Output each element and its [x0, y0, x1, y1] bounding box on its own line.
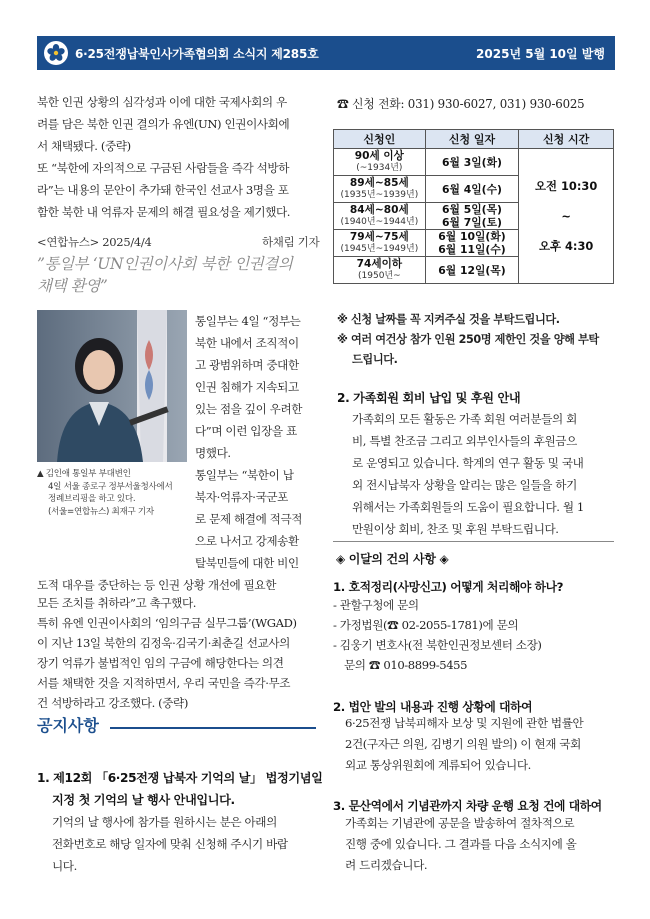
- notice1-heading: 1. 제12회 「6·25전쟁 납북자 기억의 날」 법정기념일: [37, 771, 323, 785]
- table-header: 신청인: [334, 130, 426, 149]
- body-line: 고 광범위하며 중대한: [195, 358, 299, 372]
- section2-heading: 2. 가족회원 회비 납입 및 후원 안내: [337, 391, 521, 405]
- q2-line: 6·25전쟁 납북피해자 보상 및 지원에 관한 법률안: [345, 716, 584, 730]
- photo-caption: [37, 468, 173, 518]
- intro-line: 함한 북한 내 억류자 문제의 해결 필요성을 제기했다.: [37, 205, 291, 219]
- table-row: [334, 149, 614, 176]
- q3-heading: 3. 문산역에서 기념관까지 차량 운행 요청 건에 대하여: [333, 799, 602, 813]
- article-headline: 채택 환영”: [37, 277, 108, 295]
- body-line: 로 문제 해결에 적극적: [195, 512, 303, 526]
- caption-line: 정례브리핑을 하고 있다.: [48, 494, 136, 504]
- notice-remark: 드립니다.: [352, 353, 398, 366]
- body-line: 다”며 이런 입장을 표: [195, 424, 297, 438]
- application-date: 6월 3일(화): [442, 155, 502, 169]
- body-line: 특히 유엔 인권이사회의 ‘임의구금 실무그룹’(WGAD): [37, 616, 297, 630]
- age-range: 74세이하: [356, 258, 403, 270]
- application-date: 6월 10일(화): [438, 230, 506, 243]
- divider-line: [333, 541, 614, 542]
- body-line: 통일부는 4일 “정부는: [195, 314, 301, 328]
- newsletter-header: [37, 36, 615, 70]
- application-date: 6월 4일(수): [442, 182, 502, 196]
- body-line: 건 석방하라고 강조했다. (중략): [37, 696, 188, 710]
- notice1-body: 니다.: [52, 859, 77, 873]
- q2-line: 외교 통상위원회에 계류되어 있습니다.: [345, 758, 531, 772]
- age-range: 89세~85세: [349, 177, 409, 189]
- section2-body: 가족회의 모든 활동은 가족 회원 여러분들의 회: [352, 412, 577, 426]
- forget-me-not-logo-icon: [44, 41, 68, 65]
- q1-line: - 김웅기 변호사(전 북한인권정보센터 소장): [333, 638, 542, 652]
- section2-body: 외 전시납북자 상황을 알리는 많은 일들을 하기: [352, 478, 577, 492]
- body-line: 북자·억류자·국군포: [195, 490, 288, 504]
- application-date: 6월 11일(수): [438, 243, 506, 256]
- age-range: 90세 이상: [354, 150, 404, 162]
- q1-line: - 관할구청에 문의: [333, 598, 419, 612]
- article-source: <연합뉴스> 2025/4/4: [37, 235, 152, 249]
- body-line: 있는 점을 깊이 우려한: [195, 402, 303, 416]
- body-line: 통일부는 “북한이 납: [195, 468, 294, 482]
- article-reporter: 하채림 기자: [262, 235, 320, 249]
- body-line: 장기 억류가 불법적인 임의 구금에 해당한다는 의견: [37, 656, 284, 670]
- application-time: 오전 10:30 ~ 오후 4:30: [519, 149, 614, 284]
- caption-line: 4일 서울 종로구 정부서울청사에서: [48, 481, 173, 492]
- body-line: 북한 내에서 조직적이: [195, 336, 299, 350]
- spokesperson-photo: [37, 310, 187, 462]
- table-header: 신청 시간: [519, 130, 614, 149]
- q3-line: 가족회는 기념관에 공문을 발송하여 절차적으로: [345, 816, 575, 830]
- body-line: 이 지난 13일 북한의 김정욱·김국기·최춘길 선교사의: [37, 636, 290, 650]
- intro-line: 또 “북한에 자의적으로 구금된 사람들을 즉각 석방하: [37, 161, 290, 175]
- notice1-heading: 지정 첫 기억의 날 행사 안내입니다.: [52, 793, 235, 807]
- birth-years: (1950년~: [358, 271, 401, 281]
- intro-line: 북한 인권 상황의 심각성과 이에 대한 국제사회의 우: [37, 95, 287, 109]
- article-headline: ”통일부 ‘UN인권이사회 북한 인권결의: [37, 255, 293, 273]
- application-phone: ☎ 신청 전화: 031) 930-6027, 031) 930-6025: [337, 97, 585, 111]
- intro-line: 라”는 내용의 문안이 추가돼 한국인 선교사 3명을 포: [37, 183, 289, 197]
- body-line: 도적 대우를 중단하는 등 인권 상황 개선에 필요한: [37, 578, 276, 592]
- application-date: 6월 12일(목): [438, 263, 506, 277]
- q3-line: 진행 중에 있습니다. 그 결과를 다음 소식지에 올: [345, 837, 577, 851]
- age-range: 84세~80세: [349, 204, 409, 216]
- body-line: 탈북민들에 대한 비인: [195, 556, 299, 570]
- body-line: 으로 나서고 강제송환: [195, 534, 299, 548]
- body-line: 모든 조치를 취하라”고 촉구했다.: [37, 596, 197, 610]
- body-line: 인권 침해가 지속되고: [195, 380, 299, 394]
- newsletter-title: 6·25전쟁납북인사가족협의회 소식지 제285호: [75, 47, 319, 61]
- section2-body: 로 운영되고 있습니다. 학계의 연구 활동 및 국내: [352, 456, 584, 470]
- schedule-table: [333, 129, 614, 284]
- birth-years: (1940년~1944년): [340, 217, 419, 227]
- birth-years: (1935년~1939년): [340, 190, 419, 200]
- intro-line: 서 채택됐다. (중략): [37, 139, 131, 153]
- caption-line: ▲ 김인애 통일부 부대변인: [37, 469, 131, 479]
- intro-line: 려를 담은 북한 인권 결의가 유엔(UN) 인권이사회에: [37, 117, 290, 131]
- age-range: 79세~75세: [349, 231, 409, 243]
- birth-years: (1945년~1949년): [340, 244, 419, 254]
- publish-date: 2025년 5월 10일 발행: [476, 47, 605, 61]
- birth-years: (~1934년): [356, 163, 403, 173]
- q1-heading: 1. 호적정리(사망신고) 어떻게 처리해야 하나?: [333, 580, 564, 594]
- body-line: 서를 채택한 것을 지적하면서, 우리 국민을 즉각·무조: [37, 676, 291, 690]
- q2-heading: 2. 법안 발의 내용과 진행 상황에 대하여: [333, 700, 533, 714]
- body-line: 명했다.: [195, 446, 231, 460]
- monthly-suggestions-title: ◈ 이달의 건의 사항 ◈: [336, 552, 449, 566]
- notice-remark: ※ 여러 여건상 참가 인원 250명 제한인 것을 양해 부탁: [337, 333, 599, 346]
- notice-section-title: 공지사항: [37, 716, 99, 735]
- caption-line: (서울=연합뉴스) 최재구 기자: [48, 506, 154, 517]
- section2-body: 위해서는 가족회원들의 도움이 필요합니다. 월 1: [352, 500, 584, 514]
- q1-line: 문의 ☎ 010-8899-5455: [344, 658, 468, 672]
- notice1-body: 기억의 날 행사에 참가를 원하시는 분은 아래의: [52, 815, 277, 829]
- notice1-body: 전화번호로 해당 일자에 맞춰 신청해 주시기 바랍: [52, 837, 288, 851]
- q3-line: 려 드리겠습니다.: [345, 858, 428, 872]
- section2-body: 비, 특별 찬조금 그리고 외부인사들의 후원금으: [352, 434, 577, 448]
- notice-remark: ※ 신청 날짜를 꼭 지켜주실 것을 부탁드립니다.: [337, 313, 560, 326]
- section2-body: 만원이상 회비, 찬조 및 후원 부탁드립니다.: [352, 522, 559, 536]
- application-date: 6월 5일(목): [442, 203, 502, 216]
- q2-line: 2건(구자근 의원, 김병기 의원 발의) 이 현재 국회: [345, 737, 581, 751]
- table-header: 신청 일자: [425, 130, 519, 149]
- application-date: 6월 7일(토): [442, 216, 502, 229]
- section-divider: [110, 727, 316, 729]
- q1-line: - 가정법원(☎ 02-2055-1781)에 문의: [333, 618, 519, 632]
